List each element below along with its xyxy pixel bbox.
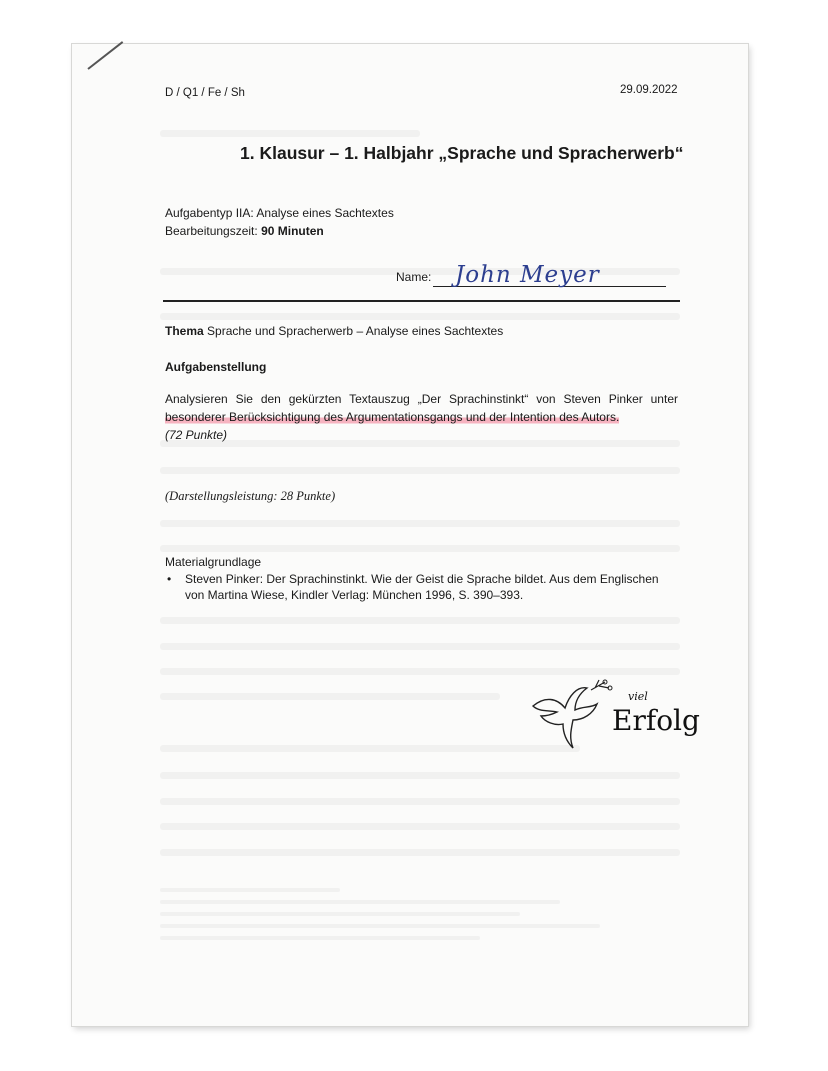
material-label: Materialgrundlage [165, 555, 262, 569]
show-through-line [160, 643, 680, 650]
show-through-line [160, 313, 680, 320]
show-through-line [160, 668, 680, 675]
name-label: Name: [396, 270, 432, 284]
time-line [165, 222, 394, 240]
thema-text: Sprache und Spracherwerb – Analyse eines Sachtextes [203, 324, 504, 338]
exam-date: 29.09.2022 [620, 84, 678, 96]
show-through-line [160, 924, 600, 928]
task-heading: Aufgabenstellung [165, 360, 267, 374]
time-label: Bearbeitungszeit: [165, 224, 262, 238]
show-through-line [160, 130, 420, 137]
good-luck-sticker [525, 676, 705, 766]
show-through-line [160, 823, 680, 830]
show-through-line [160, 693, 500, 700]
show-through-line [160, 912, 520, 916]
task-text [165, 390, 678, 426]
thema-label: Thema [165, 324, 204, 338]
thema-line [165, 324, 503, 338]
show-through-line [160, 745, 580, 752]
page-title: 1. Klausur – 1. Halbjahr „Sprache und Spracherwerb“ [240, 143, 684, 163]
presentation-points: (Darstellungsleistung: 28 Punkte) [165, 489, 336, 503]
course-code: D / Q1 / Fe / Sh [165, 87, 245, 99]
show-through-line [160, 888, 340, 892]
show-through-line [160, 772, 680, 779]
name-field[interactable]: John Meyer [455, 262, 600, 288]
exam-meta [165, 204, 394, 240]
task-type: Aufgabentyp IIA: Analyse eines Sachtextes [165, 206, 394, 220]
task-points: (72 Punkte) [165, 428, 228, 442]
show-through-line [160, 900, 560, 904]
viel-text: viel [628, 690, 648, 703]
task-text-highlighted: besonderer Berücksichtigung des Argumentationsgangs und der Intention des Autors. [165, 410, 620, 424]
exam-sheet [72, 44, 748, 1026]
show-through-line [160, 798, 680, 805]
show-through-line [160, 617, 680, 624]
divider [163, 300, 680, 302]
time-value: 90 Minuten [261, 224, 324, 238]
show-through-line [160, 545, 680, 552]
show-through-line [160, 936, 480, 940]
erfolg-text: Erfolg [612, 704, 700, 737]
show-through-line [160, 467, 680, 474]
dove-icon [525, 676, 615, 756]
show-through-line [160, 440, 680, 447]
show-through-line [160, 520, 680, 527]
task-text-plain: Analysieren Sie den gekürzten Textauszug „Der Sprachinstinkt“ von Steven Pinker unter [165, 392, 678, 406]
material-item [167, 571, 678, 603]
material-item-text: Steven Pinker: Der Sprachinstinkt. Wie der Geist die Sprache bildet. Aus dem Englischen von Martina Wiese, Kindler Verlag: München 1996, S. 390–393. [185, 572, 659, 602]
bullet-icon: • [167, 572, 172, 586]
show-through-line [160, 849, 680, 856]
